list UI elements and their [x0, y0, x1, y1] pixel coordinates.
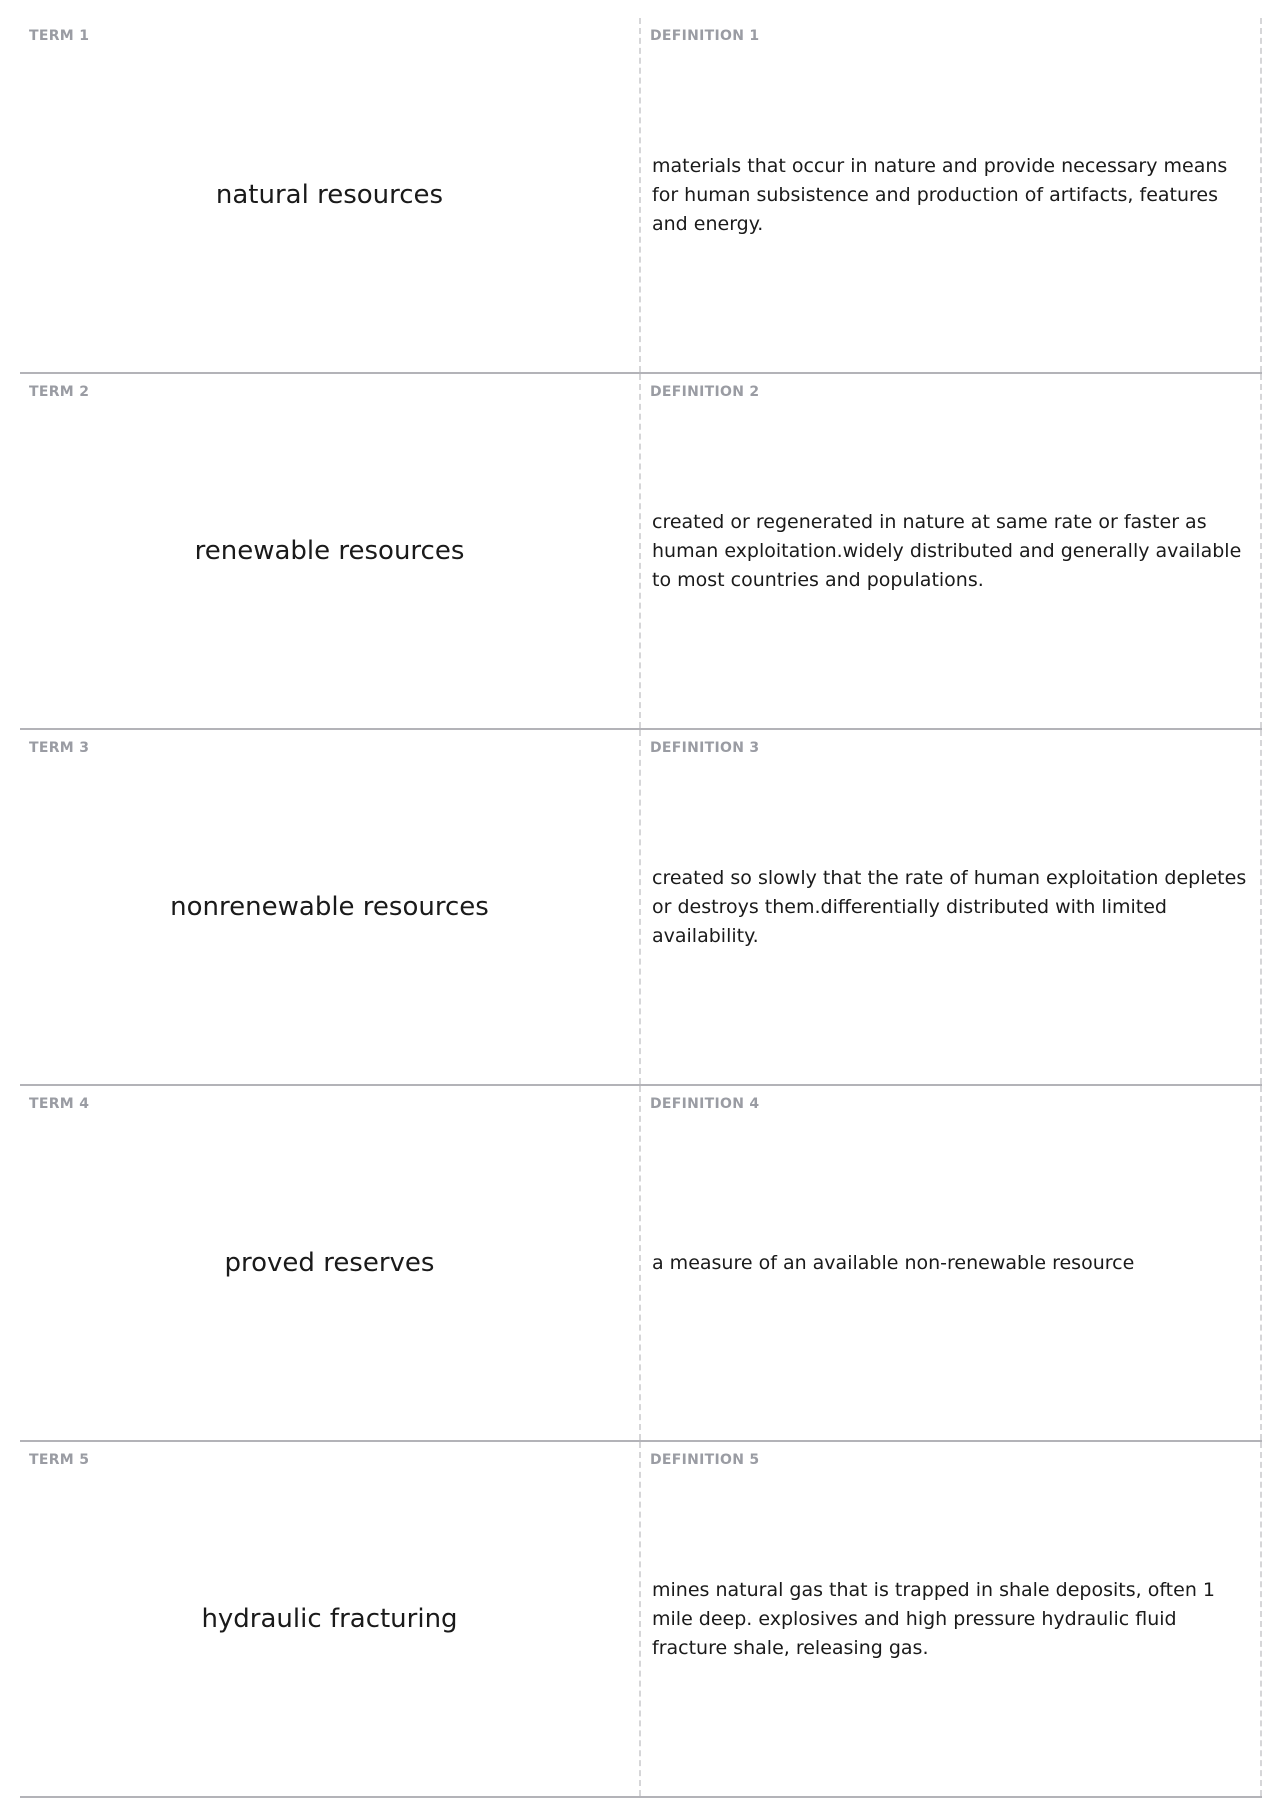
- definition-label: DEFINITION 5: [650, 1452, 760, 1468]
- term-cell: [20, 1086, 641, 1440]
- definition-cell: [641, 1086, 1262, 1440]
- definition-label: DEFINITION 4: [650, 1096, 760, 1112]
- term-text: proved reserves: [224, 1248, 435, 1278]
- term-label: TERM 2: [29, 384, 90, 400]
- term-text: natural resources: [215, 180, 444, 210]
- definition-text: a measure of an available non-renewable resource: [652, 1251, 1135, 1274]
- definition-label: DEFINITION 3: [650, 740, 760, 756]
- definition-cell: [641, 730, 1262, 1084]
- term-text: renewable resources: [194, 536, 465, 566]
- definition-cell: [641, 374, 1262, 728]
- term-cell: [20, 374, 641, 728]
- definition-label: DEFINITION 1: [650, 28, 760, 44]
- definition-text: created so slowly that the rate of human exploitation depletes or destroys them.differentially distributed with limited availability.: [652, 866, 1247, 947]
- flashcard-row: [20, 730, 1262, 1086]
- definition-label: DEFINITION 2: [650, 384, 760, 400]
- flashcard-row: [20, 18, 1262, 374]
- definition-cell: [641, 1442, 1262, 1796]
- flashcard-row: [20, 1442, 1262, 1798]
- term-text: nonrenewable resources: [170, 892, 489, 922]
- term-cell: [20, 1442, 641, 1796]
- definition-cell: [641, 18, 1262, 372]
- term-text: hydraulic fracturing: [201, 1604, 458, 1634]
- definition-text: mines natural gas that is trapped in shale deposits, often 1 mile deep. explosives and high pressure hydraulic fluid fracture shale, releasing gas.: [652, 1578, 1215, 1659]
- term-label: TERM 5: [29, 1452, 90, 1468]
- term-label: TERM 1: [29, 28, 90, 44]
- term-label: TERM 4: [29, 1096, 90, 1112]
- flashcard-sheet: [20, 18, 1262, 1798]
- term-cell: [20, 730, 641, 1084]
- definition-text: materials that occur in nature and provide necessary means for human subsistence and production of artifacts, features and energy.: [652, 154, 1228, 235]
- term-cell: [20, 18, 641, 372]
- flashcard-row: [20, 1086, 1262, 1442]
- term-label: TERM 3: [29, 740, 90, 756]
- definition-text: created or regenerated in nature at same rate or faster as human exploitation.widely distributed and generally available to most countries and populations.: [652, 510, 1242, 591]
- flashcard-row: [20, 374, 1262, 730]
